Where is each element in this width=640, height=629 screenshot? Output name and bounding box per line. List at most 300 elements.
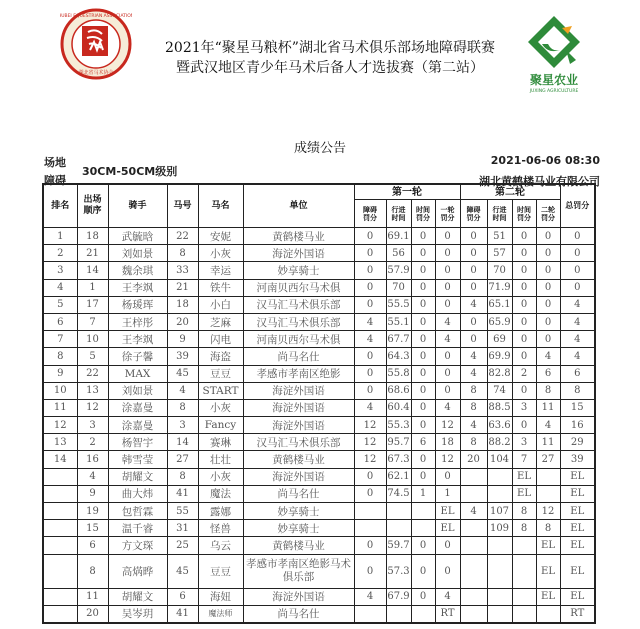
unit-cell: 汉马汇马术俱乐部 (243, 434, 354, 451)
r1-obstacle-penalty-cell: 4 (354, 313, 386, 330)
table-row (43, 451, 595, 468)
table-row (43, 554, 595, 588)
unit-cell: 汉马汇马术俱乐部 (243, 296, 354, 313)
table-row (43, 262, 595, 279)
r1-obstacle-penalty-cell: 0 (354, 537, 386, 554)
table-row (43, 228, 595, 245)
announcement-title: 成绩公告 (293, 141, 346, 156)
hubei-equestrian-association-logo (60, 8, 132, 80)
unit-cell: 孝感市孝南区绝影 (243, 365, 354, 382)
table-row (43, 468, 595, 485)
horse-no-cell: 31 (167, 520, 198, 537)
header-r2-total-penalty: 二轮罚分 (536, 200, 560, 228)
r1-obstacle-penalty-cell (354, 520, 386, 537)
r2-obstacle-penalty-cell: 4 (460, 296, 487, 313)
r2-time-cell (487, 554, 512, 588)
rank-cell (43, 537, 77, 554)
r2-time-penalty-cell: 0 (512, 331, 536, 348)
order-cell: 6 (77, 537, 108, 554)
r1-obstacle-penalty-cell: 0 (354, 468, 386, 485)
rider-cell: 王李飒 (108, 279, 167, 296)
level-label: 30CM-50CM级别 (82, 165, 178, 178)
horse-no-cell: 22 (167, 228, 198, 245)
r1-total-penalty-cell: 4 (435, 399, 460, 416)
r2-total-penalty-cell: 27 (536, 451, 560, 468)
r1-time-penalty-cell (411, 503, 435, 520)
table-row (43, 588, 595, 605)
r2-time-penalty-cell: EL (512, 468, 536, 485)
total-penalty-cell: 4 (560, 296, 595, 313)
horse-no-cell: 21 (167, 279, 198, 296)
rank-cell: 4 (43, 279, 77, 296)
total-penalty-cell: 6 (560, 365, 595, 382)
organizer: 湖北黄鹤楼马业有限公司 (479, 175, 600, 188)
r2-total-penalty-cell: 8 (536, 382, 560, 399)
horse-no-cell: 8 (167, 245, 198, 262)
r2-obstacle-penalty-cell (460, 588, 487, 605)
rider-cell: MAX (108, 365, 167, 382)
order-cell: 20 (77, 605, 108, 623)
horse-name-cell: 豆豆 (198, 554, 243, 588)
r2-total-penalty-cell: EL (536, 554, 560, 588)
r1-time-cell: 57.3 (386, 554, 411, 588)
table-row (43, 348, 595, 365)
r1-time-penalty-cell: 0 (411, 399, 435, 416)
horse-no-cell: 18 (167, 296, 198, 313)
r1-obstacle-penalty-cell: 0 (354, 554, 386, 588)
r2-time-cell: 51 (487, 228, 512, 245)
r2-obstacle-penalty-cell: 0 (460, 279, 487, 296)
header-r2-time: 行进时间 (487, 200, 512, 228)
r1-time-cell: 67.3 (386, 451, 411, 468)
r1-time-penalty-cell: 0 (411, 468, 435, 485)
order-cell: 14 (77, 262, 108, 279)
r1-obstacle-penalty-cell: 12 (354, 434, 386, 451)
r2-obstacle-penalty-cell: 4 (460, 365, 487, 382)
rank-cell (43, 554, 77, 588)
table-row (43, 605, 595, 623)
event-title-line2: 暨武汉地区青少年马术后备人才选拔赛（第二站） (176, 60, 484, 76)
r1-time-penalty-cell: 0 (411, 331, 435, 348)
rider-cell: 高焫晔 (108, 554, 167, 588)
table-row (43, 434, 595, 451)
horse-name-cell: START (198, 382, 243, 399)
r2-time-penalty-cell: 0 (512, 417, 536, 434)
r2-time-cell: 88.5 (487, 399, 512, 416)
r2-obstacle-penalty-cell (460, 554, 487, 588)
r1-total-penalty-cell: 0 (435, 228, 460, 245)
rider-cell: 包哲霖 (108, 503, 167, 520)
unit-cell: 黄鹤楼马业 (243, 228, 354, 245)
table-row (43, 503, 595, 520)
rider-cell: 杨瑗珲 (108, 296, 167, 313)
order-cell: 10 (77, 331, 108, 348)
order-cell: 7 (77, 313, 108, 330)
r1-time-penalty-cell: 0 (411, 228, 435, 245)
r2-obstacle-penalty-cell: 20 (460, 451, 487, 468)
table-row (43, 245, 595, 262)
r1-total-penalty-cell: 1 (435, 485, 460, 502)
horse-name-cell: 乌云 (198, 537, 243, 554)
r2-obstacle-penalty-cell: 0 (460, 245, 487, 262)
header-order: 出场顺序 (77, 184, 108, 228)
r2-total-penalty-cell (536, 605, 560, 623)
rider-cell: 武毓晗 (108, 228, 167, 245)
svg-text:JUXING AGRICULTURE: JUXING AGRICULTURE (529, 89, 579, 94)
r2-time-cell: 82.8 (487, 365, 512, 382)
r1-obstacle-penalty-cell (354, 503, 386, 520)
r2-obstacle-penalty-cell: 8 (460, 382, 487, 399)
horse-no-cell: 3 (167, 417, 198, 434)
total-penalty-cell: EL (560, 485, 595, 502)
r1-time-penalty-cell: 0 (411, 348, 435, 365)
rank-cell (43, 485, 77, 502)
r2-time-penalty-cell: EL (512, 485, 536, 502)
order-cell: 21 (77, 245, 108, 262)
r2-time-cell: 57 (487, 245, 512, 262)
r1-time-penalty-cell: 1 (411, 485, 435, 502)
total-penalty-cell: 0 (560, 245, 595, 262)
horse-no-cell: 41 (167, 605, 198, 623)
total-penalty-cell: 4 (560, 348, 595, 365)
unit-cell: 海淀外国语 (243, 588, 354, 605)
r2-total-penalty-cell: 4 (536, 417, 560, 434)
r2-total-penalty-cell: 0 (536, 228, 560, 245)
horse-name-cell: 海妞 (198, 588, 243, 605)
r1-time-cell: 74.5 (386, 485, 411, 502)
table-row (43, 296, 595, 313)
r1-total-penalty-cell: 18 (435, 434, 460, 451)
r1-time-penalty-cell: 6 (411, 434, 435, 451)
horse-name-cell: 壮壮 (198, 451, 243, 468)
r1-time-cell: 70 (386, 279, 411, 296)
r2-time-penalty-cell: 8 (512, 520, 536, 537)
r1-time-cell: 67.9 (386, 588, 411, 605)
r2-time-cell: 69.9 (487, 348, 512, 365)
rank-cell: 14 (43, 451, 77, 468)
order-cell: 12 (77, 399, 108, 416)
r1-obstacle-penalty-cell: 0 (354, 245, 386, 262)
r1-time-cell: 64.3 (386, 348, 411, 365)
unit-cell: 海淀外国语 (243, 468, 354, 485)
order-cell: 15 (77, 520, 108, 537)
horse-name-cell: 铁牛 (198, 279, 243, 296)
table-row (43, 279, 595, 296)
rider-cell: 韩雪莹 (108, 451, 167, 468)
r2-time-cell (487, 485, 512, 502)
total-penalty-cell: 0 (560, 279, 595, 296)
r1-time-cell: 59.7 (386, 537, 411, 554)
r1-obstacle-penalty-cell: 0 (354, 382, 386, 399)
r2-time-cell: 109 (487, 520, 512, 537)
header-horse-no: 马号 (167, 184, 198, 228)
r2-total-penalty-cell (536, 468, 560, 485)
total-penalty-cell: EL (560, 554, 595, 588)
header-total: 总罚分 (560, 184, 595, 228)
r1-time-cell: 68.6 (386, 382, 411, 399)
r2-obstacle-penalty-cell (460, 485, 487, 502)
horse-name-cell: 小灰 (198, 468, 243, 485)
horse-no-cell: 45 (167, 365, 198, 382)
table-row (43, 417, 595, 434)
unit-cell: 河南贝西尔马术俱 (243, 331, 354, 348)
r2-time-cell: 107 (487, 503, 512, 520)
header-r1-obstacle-penalty: 障碍罚分 (354, 200, 386, 228)
r1-total-penalty-cell: 4 (435, 588, 460, 605)
r2-total-penalty-cell: 0 (536, 331, 560, 348)
total-penalty-cell: 29 (560, 434, 595, 451)
rank-cell: 9 (43, 365, 77, 382)
header-r1-time: 行进时间 (386, 200, 411, 228)
horse-no-cell: 4 (167, 382, 198, 399)
r2-total-penalty-cell: 8 (536, 520, 560, 537)
r2-obstacle-penalty-cell (460, 468, 487, 485)
r1-obstacle-penalty-cell: 0 (354, 365, 386, 382)
r1-total-penalty-cell: 0 (435, 365, 460, 382)
r1-obstacle-penalty-cell: 4 (354, 331, 386, 348)
order-cell: 2 (77, 434, 108, 451)
r1-time-cell: 57.9 (386, 262, 411, 279)
rank-cell: 1 (43, 228, 77, 245)
rider-cell: 方文琛 (108, 537, 167, 554)
order-cell: 11 (77, 588, 108, 605)
header-round2: 第二轮 (460, 184, 560, 200)
r1-time-penalty-cell: 0 (411, 588, 435, 605)
event-title (140, 38, 520, 78)
rider-cell: 涂嘉曼 (108, 417, 167, 434)
horse-name-cell: 小灰 (198, 245, 243, 262)
r1-time-penalty-cell: 0 (411, 262, 435, 279)
header-r1-total-penalty: 一轮罚分 (435, 200, 460, 228)
rider-cell: 魏余琪 (108, 262, 167, 279)
r1-time-cell: 55.3 (386, 417, 411, 434)
r1-time-cell (386, 605, 411, 623)
total-penalty-cell: EL (560, 468, 595, 485)
r2-obstacle-penalty-cell: 0 (460, 228, 487, 245)
r1-time-penalty-cell (411, 605, 435, 623)
r1-total-penalty-cell: 4 (435, 313, 460, 330)
horse-no-cell: 45 (167, 554, 198, 588)
r1-time-penalty-cell: 0 (411, 279, 435, 296)
r2-obstacle-penalty-cell (460, 605, 487, 623)
rider-cell: 涂嘉曼 (108, 399, 167, 416)
r2-time-penalty-cell: 0 (512, 313, 536, 330)
r1-time-cell: 55.5 (386, 296, 411, 313)
r2-obstacle-penalty-cell: 4 (460, 503, 487, 520)
total-penalty-cell: 16 (560, 417, 595, 434)
r1-obstacle-penalty-cell: 12 (354, 451, 386, 468)
r2-obstacle-penalty-cell (460, 537, 487, 554)
r1-time-penalty-cell (411, 520, 435, 537)
r1-total-penalty-cell: 0 (435, 537, 460, 554)
rank-cell (43, 588, 77, 605)
juxing-logo-icon (518, 14, 590, 96)
unit-cell: 孝感市孝南区绝影马术俱乐部 (243, 554, 354, 588)
r1-total-penalty-cell: 12 (435, 451, 460, 468)
horse-name-cell: 安妮 (198, 228, 243, 245)
unit-cell: 河南贝西尔马术俱 (243, 279, 354, 296)
r2-time-penalty-cell: 0 (512, 228, 536, 245)
order-cell: 13 (77, 382, 108, 399)
header-horse-name: 马名 (198, 184, 243, 228)
r1-time-cell: 55.1 (386, 313, 411, 330)
r2-time-penalty-cell: 0 (512, 348, 536, 365)
r2-time-penalty-cell: 0 (512, 262, 536, 279)
r1-obstacle-penalty-cell: 4 (354, 399, 386, 416)
rider-cell: 胡耀文 (108, 468, 167, 485)
order-cell: 17 (77, 296, 108, 313)
horse-no-cell: 25 (167, 537, 198, 554)
r1-total-penalty-cell: 0 (435, 468, 460, 485)
r2-obstacle-penalty-cell: 4 (460, 348, 487, 365)
r1-time-cell: 95.7 (386, 434, 411, 451)
r2-obstacle-penalty-cell: 0 (460, 262, 487, 279)
r1-obstacle-penalty-cell: 0 (354, 279, 386, 296)
r1-time-penalty-cell: 0 (411, 365, 435, 382)
r2-obstacle-penalty-cell (460, 520, 487, 537)
total-penalty-cell: 4 (560, 313, 595, 330)
horse-name-cell: 露娜 (198, 503, 243, 520)
rider-cell: 王李飒 (108, 331, 167, 348)
svg-text:HUBEI EQUESTRIAN ASSOCIATION: HUBEI EQUESTRIAN ASSOCIATION (60, 14, 132, 19)
rank-cell (43, 605, 77, 623)
r1-time-cell (386, 520, 411, 537)
r2-time-cell (487, 605, 512, 623)
order-cell: 18 (77, 228, 108, 245)
horse-name-cell: 闪电 (198, 331, 243, 348)
header-row-1 (43, 184, 595, 200)
rider-cell: 王梓彤 (108, 313, 167, 330)
r1-total-penalty-cell: 4 (435, 331, 460, 348)
total-penalty-cell: 8 (560, 382, 595, 399)
r2-obstacle-penalty-cell: 0 (460, 313, 487, 330)
r2-time-cell: 70 (487, 262, 512, 279)
results-table (42, 183, 596, 624)
r2-time-penalty-cell: 0 (512, 382, 536, 399)
r1-total-penalty-cell: 0 (435, 382, 460, 399)
r1-total-penalty-cell: 0 (435, 279, 460, 296)
horse-name-cell: 豆豆 (198, 365, 243, 382)
rider-cell: 曲大炜 (108, 485, 167, 502)
total-penalty-cell: EL (560, 588, 595, 605)
r2-time-penalty-cell: 3 (512, 434, 536, 451)
rank-cell (43, 468, 77, 485)
total-penalty-cell: EL (560, 537, 595, 554)
r1-total-penalty-cell: 0 (435, 262, 460, 279)
r1-time-penalty-cell: 0 (411, 554, 435, 588)
rank-cell: 6 (43, 313, 77, 330)
r1-obstacle-penalty-cell: 12 (354, 417, 386, 434)
rank-cell (43, 520, 77, 537)
r1-total-penalty-cell: EL (435, 503, 460, 520)
order-cell: 22 (77, 365, 108, 382)
horse-name-cell: 小白 (198, 296, 243, 313)
horse-no-cell: 6 (167, 588, 198, 605)
horse-no-cell: 33 (167, 262, 198, 279)
total-penalty-cell: RT (560, 605, 595, 623)
r2-time-cell: 65.9 (487, 313, 512, 330)
horse-name-cell: 魔法 (198, 485, 243, 502)
order-cell: 19 (77, 503, 108, 520)
unit-cell: 海淀外国语 (243, 399, 354, 416)
r1-time-cell: 62.1 (386, 468, 411, 485)
unit-cell: 妙享骑士 (243, 503, 354, 520)
total-penalty-cell: EL (560, 503, 595, 520)
r2-total-penalty-cell: 0 (536, 313, 560, 330)
rank-cell: 8 (43, 348, 77, 365)
r2-time-penalty-cell: 7 (512, 451, 536, 468)
header-rank: 排名 (43, 184, 77, 228)
header-r1-time-penalty: 时间罚分 (411, 200, 435, 228)
horse-name-cell: 芝麻 (198, 313, 243, 330)
r1-obstacle-penalty-cell: 0 (354, 485, 386, 502)
table-row (43, 399, 595, 416)
horse-no-cell: 8 (167, 399, 198, 416)
header-unit: 单位 (243, 184, 354, 228)
r1-total-penalty-cell: EL (435, 520, 460, 537)
r2-total-penalty-cell: 0 (536, 279, 560, 296)
table-row (43, 537, 595, 554)
unit-cell: 黄鹤楼马业 (243, 451, 354, 468)
rank-cell: 3 (43, 262, 77, 279)
r1-time-penalty-cell: 0 (411, 451, 435, 468)
r2-time-cell: 71.9 (487, 279, 512, 296)
order-cell: 3 (77, 417, 108, 434)
rider-cell: 胡耀文 (108, 588, 167, 605)
rider-cell: 刘如景 (108, 245, 167, 262)
event-datetime: 2021-06-06 08:30 (490, 154, 600, 167)
r1-time-penalty-cell: 0 (411, 296, 435, 313)
rank-cell: 12 (43, 417, 77, 434)
r1-total-penalty-cell: 0 (435, 348, 460, 365)
r1-time-penalty-cell: 0 (411, 382, 435, 399)
unit-cell: 尚马名仕 (243, 605, 354, 623)
r2-total-penalty-cell (536, 485, 560, 502)
r2-obstacle-penalty-cell: 8 (460, 434, 487, 451)
table-row (43, 365, 595, 382)
unit-cell: 汉马汇马术俱乐部 (243, 313, 354, 330)
r1-time-cell: 56 (386, 245, 411, 262)
unit-cell: 海淀外国语 (243, 382, 354, 399)
r1-total-penalty-cell: RT (435, 605, 460, 623)
rank-cell: 11 (43, 399, 77, 416)
r2-time-cell: 63.6 (487, 417, 512, 434)
table-row (43, 382, 595, 399)
results-body (43, 228, 595, 623)
rider-cell: 杨智宇 (108, 434, 167, 451)
r2-time-cell: 74 (487, 382, 512, 399)
horse-no-cell: 9 (167, 331, 198, 348)
r2-time-cell: 69 (487, 331, 512, 348)
r2-time-penalty-cell: 0 (512, 245, 536, 262)
svg-text:聚星农业: 聚星农业 (529, 73, 579, 87)
rank-cell: 10 (43, 382, 77, 399)
unit-cell: 海淀外国语 (243, 417, 354, 434)
order-cell: 1 (77, 279, 108, 296)
r2-total-penalty-cell: 12 (536, 503, 560, 520)
r1-time-cell: 55.8 (386, 365, 411, 382)
header-rider: 骑手 (108, 184, 167, 228)
r1-obstacle-penalty-cell: 0 (354, 228, 386, 245)
order-cell: 8 (77, 554, 108, 588)
header-r2-time-penalty: 时间罚分 (512, 200, 536, 228)
unit-cell: 海淀外国语 (243, 245, 354, 262)
r1-total-penalty-cell: 0 (435, 554, 460, 588)
rank-cell: 5 (43, 296, 77, 313)
r2-time-cell: 65.1 (487, 296, 512, 313)
horse-no-cell: 14 (167, 434, 198, 451)
r2-total-penalty-cell: 4 (536, 348, 560, 365)
